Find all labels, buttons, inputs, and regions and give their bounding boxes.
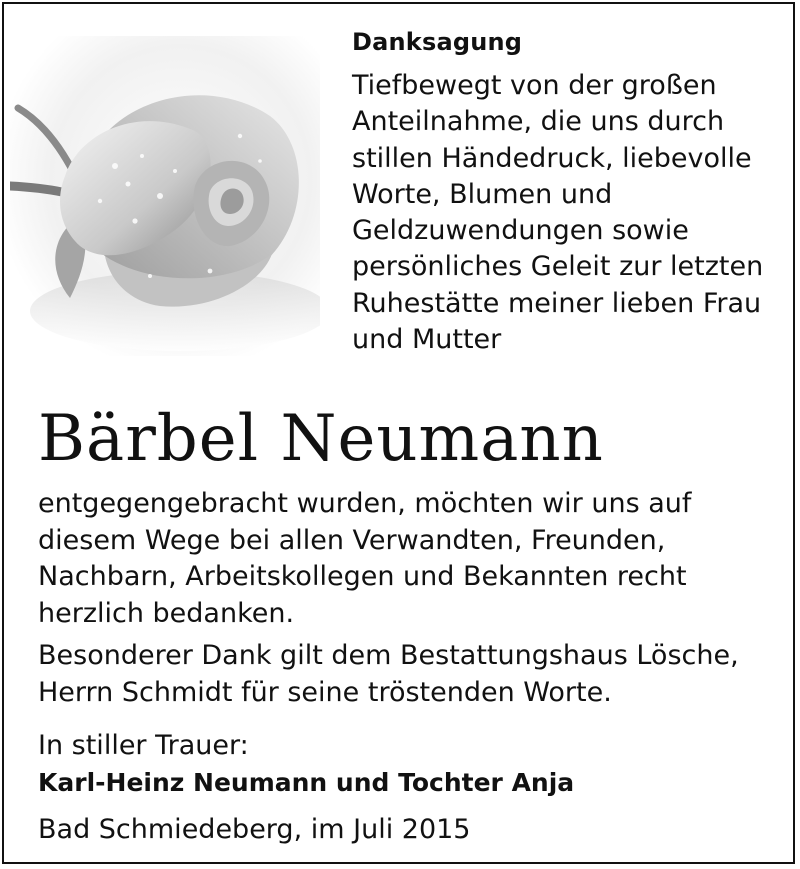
intro-line: persönliches Geleit zur letzten: [352, 251, 764, 283]
rose-icon: [10, 36, 320, 356]
mourning-block: [38, 728, 778, 801]
special-thanks-paragraph: [38, 638, 778, 711]
intro-line: stillen Händedruck, liebevolle: [352, 142, 752, 174]
intro-line: Tiefbewegt von der großen: [352, 70, 717, 101]
intro-line: Ruhestätte meiner lieben Frau: [352, 287, 762, 319]
special-thanks-line: Besonderer Dank gilt dem Bestattungshaus Lösche,: [38, 640, 739, 671]
place-date: Bad Schmiedeberg, im Juli 2015: [38, 814, 471, 845]
intro-line: Anteilnahme, die uns durch: [352, 106, 725, 138]
thanks-line: entgegengebracht wurden, möchten wir uns auf: [38, 488, 692, 519]
deceased-name: Bärbel Neumann: [38, 402, 604, 476]
intro-line: Worte, Blumen und: [352, 178, 613, 210]
special-thanks-line: Herrn Schmidt für seine tröstenden Worte.: [38, 676, 612, 708]
mourning-label: In stiller Trauer:: [38, 730, 249, 761]
intro-line: und Mutter: [352, 324, 502, 356]
notice-frame: [2, 2, 795, 864]
thanks-line: herzlich bedanken.: [38, 597, 295, 629]
thanks-line: Nachbarn, Arbeitskollegen und Bekannten recht: [38, 561, 687, 592]
intro-line: Geldzuwendungen sowie: [352, 215, 689, 247]
thanks-line: diesem Wege bei allen Verwandten, Freunden,: [38, 524, 666, 556]
notice-heading: Danksagung: [352, 28, 523, 56]
thanks-paragraph: [38, 486, 778, 632]
signer-names: Karl-Heinz Neumann und Tochter Anja: [38, 767, 575, 797]
intro-text: [352, 68, 792, 358]
